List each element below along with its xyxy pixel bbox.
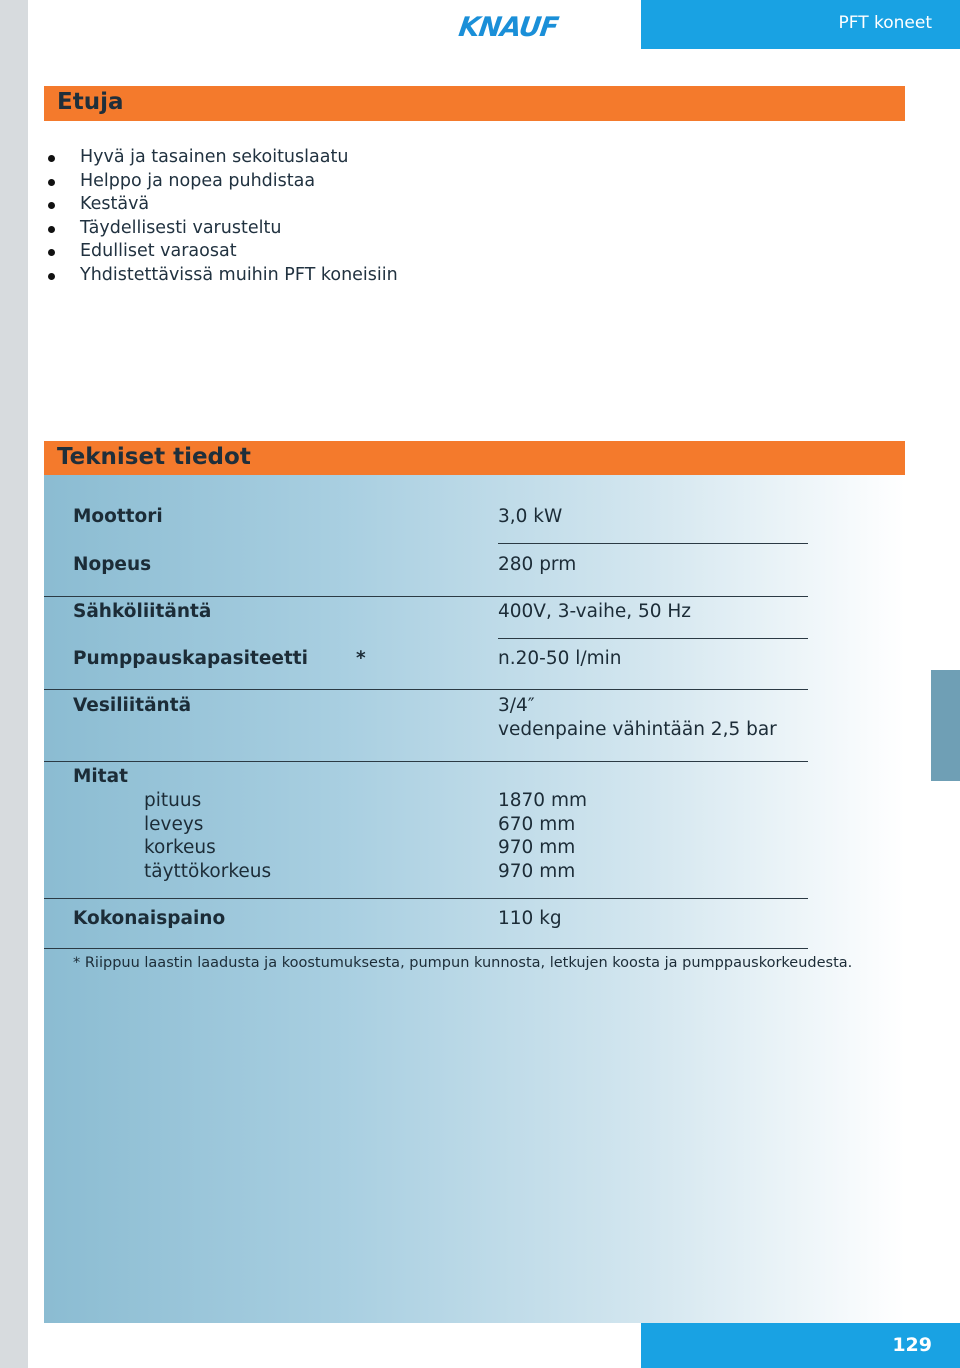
benefits-list — [46, 146, 398, 288]
dimension-name: leveys — [144, 814, 204, 835]
power-value: 400V, 3-vaihe, 50 Hz — [498, 601, 692, 622]
benefit-item: Helppo ja nopea puhdistaa — [46, 170, 398, 194]
dimensions-label: Mitat — [73, 766, 128, 787]
pump-label: Pumppauskapasiteetti — [73, 648, 308, 669]
benefit-item: Täydellisesti varusteltu — [46, 217, 398, 241]
dimension-name: pituus — [144, 790, 202, 811]
water-value: 3/4″ — [498, 695, 535, 716]
benefit-item: Hyvä ja tasainen sekoituslaatu — [46, 146, 398, 170]
motor-value: 3,0 kW — [498, 506, 563, 527]
benefit-item: Edulliset varaosat — [46, 240, 398, 264]
specs-title: Tekniset tiedot — [57, 444, 251, 470]
section-header-tab — [641, 0, 960, 49]
benefits-heading-bar — [44, 86, 905, 121]
dimension-value: 670 mm — [498, 814, 576, 835]
benefit-item: Kestävä — [46, 193, 398, 217]
page-number-tab — [641, 1323, 960, 1368]
pump-value: n.20-50 l/min — [498, 648, 622, 669]
row-divider — [44, 596, 808, 597]
specs-heading-bar — [44, 441, 905, 476]
row-divider — [44, 761, 808, 762]
pump-footnote-marker: * — [356, 648, 366, 669]
dimension-value: 970 mm — [498, 861, 576, 882]
speed-value: 280 prm — [498, 554, 577, 575]
power-label: Sähköliitäntä — [73, 601, 212, 622]
motor-label: Moottori — [73, 506, 163, 527]
dimension-name: täyttökorkeus — [144, 861, 272, 882]
row-divider — [498, 638, 808, 639]
benefits-title: Etuja — [57, 89, 124, 115]
speed-label: Nopeus — [73, 554, 152, 575]
footnote: * Riippuu laastin laadusta ja koostumuksesta, pumpun kunnosta, letkujen koosta ja pumppauskorkeudesta. — [73, 955, 853, 971]
section-header-label: PFT koneet — [838, 13, 932, 33]
knauf-logo: KNAUF — [456, 12, 560, 43]
row-divider — [44, 948, 808, 949]
water-pressure-value: vedenpaine vähintään 2,5 bar — [498, 719, 777, 740]
row-divider — [498, 543, 808, 544]
weight-value: 110 kg — [498, 908, 562, 929]
page-number: 129 — [892, 1334, 932, 1356]
side-index-tab — [931, 670, 960, 781]
row-divider — [44, 898, 808, 899]
benefit-item: Yhdistettävissä muihin PFT koneisiin — [46, 264, 398, 288]
dimension-value: 970 mm — [498, 837, 576, 858]
dimension-name: korkeus — [144, 837, 216, 858]
dimension-value: 1870 mm — [498, 790, 588, 811]
row-divider — [44, 689, 808, 690]
water-label: Vesiliitäntä — [73, 695, 192, 716]
weight-label: Kokonaispaino — [73, 908, 226, 929]
left-margin-strip — [0, 0, 28, 1368]
